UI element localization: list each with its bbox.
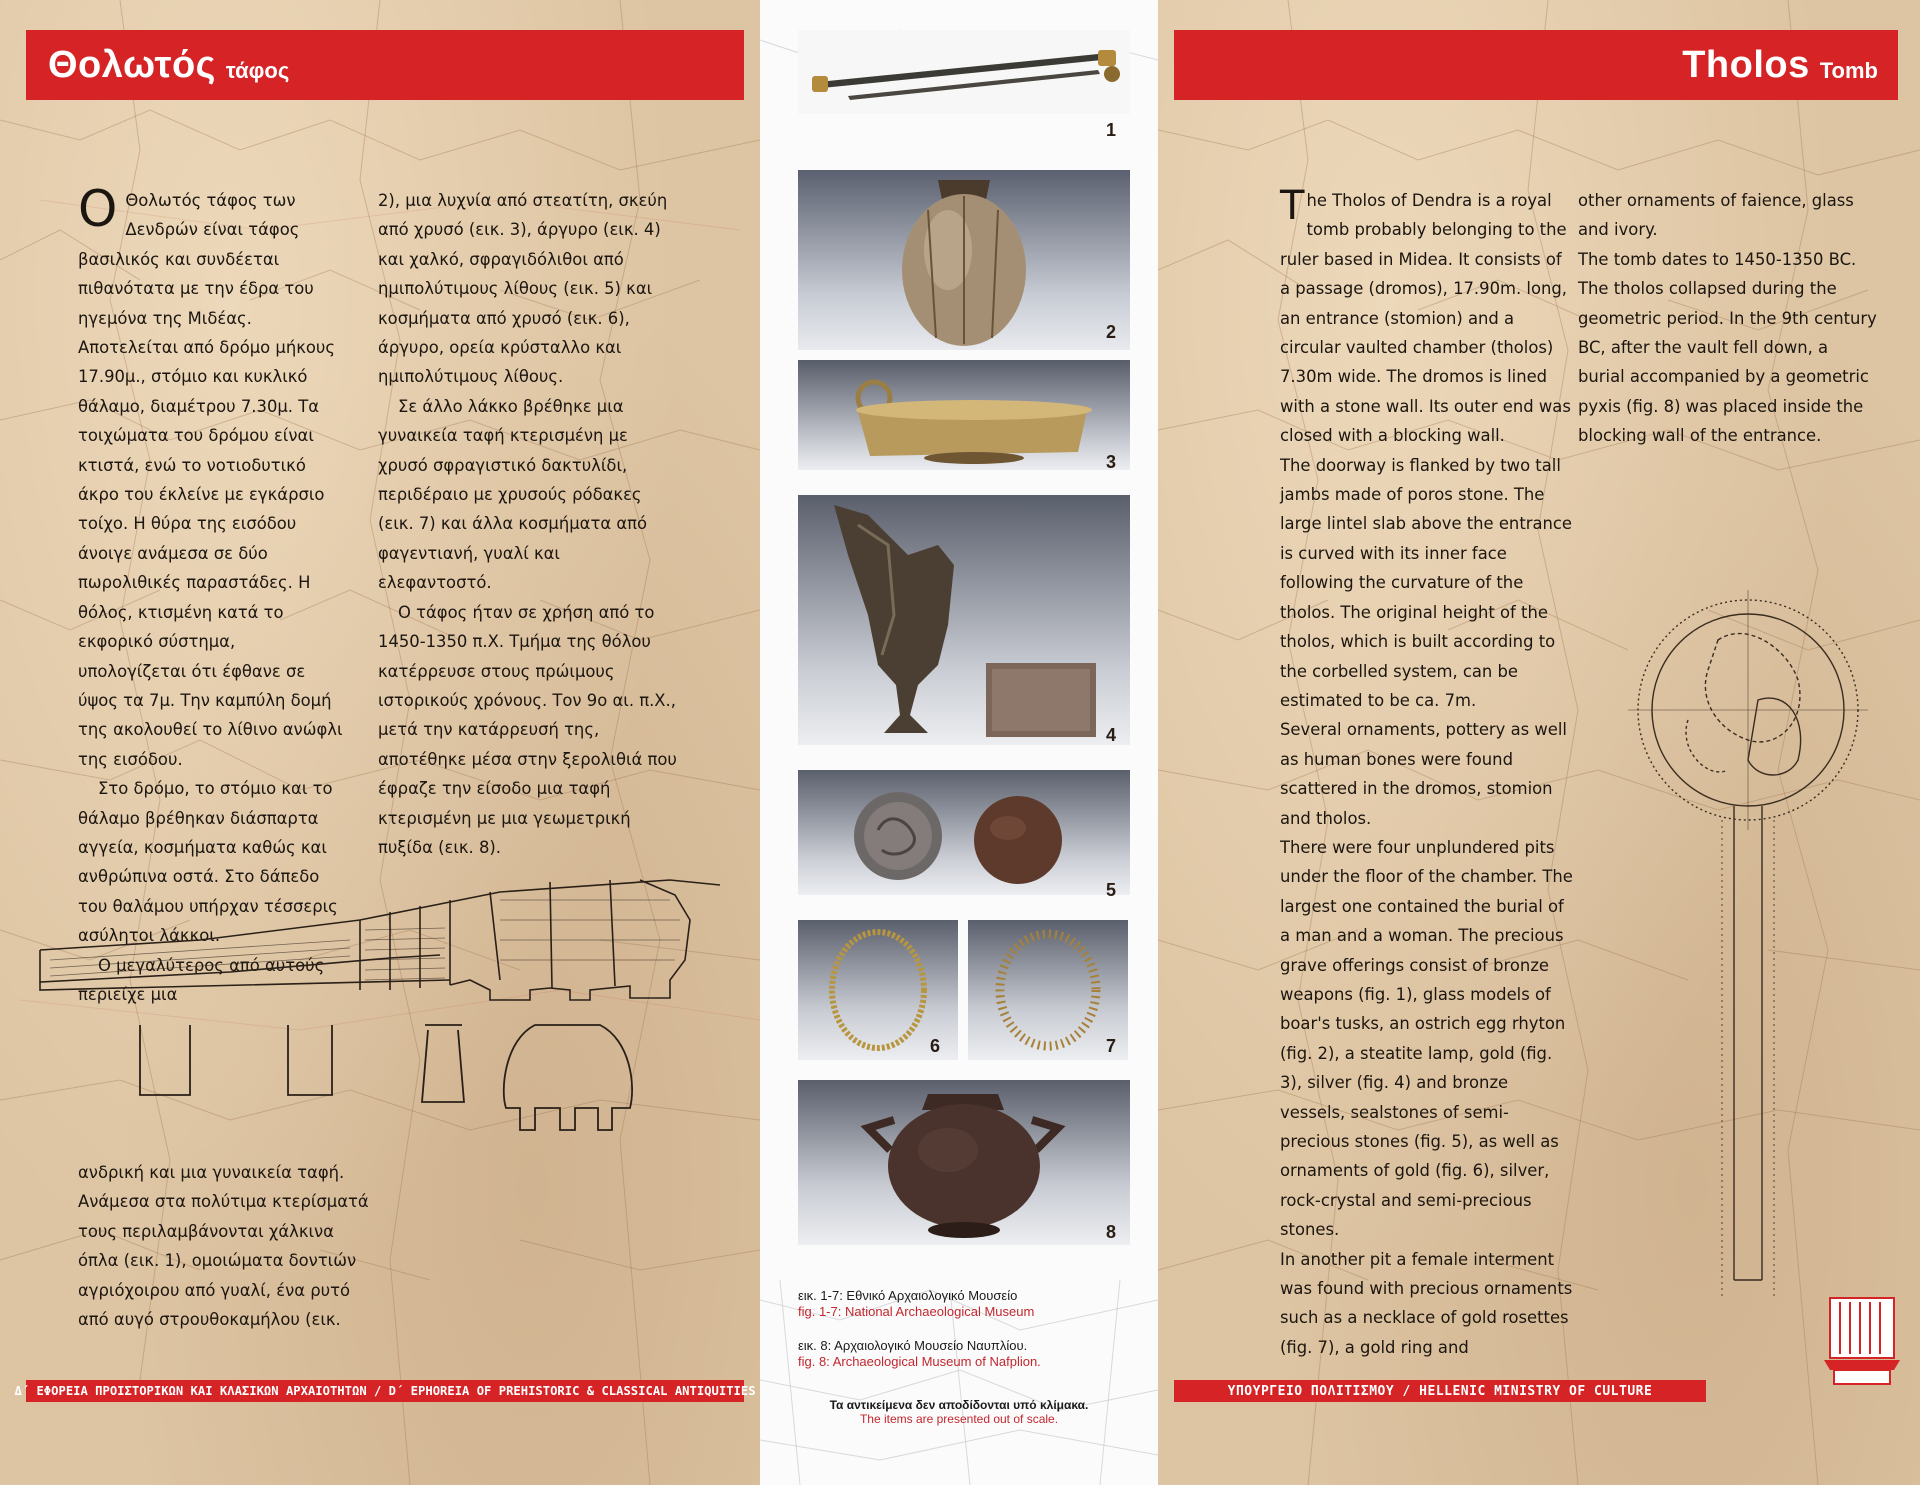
- english-footer-text: ΥΠΟΥΡΓΕΙΟ ΠΟΛΙΤΙΣΜΟΥ / HELLENIC MINISTRY OF CULTURE: [1227, 1383, 1653, 1399]
- english-paragraph-4: There were four unplundered pits under the floor of the chamber. The largest one contained the burial of a man and a woman. The precious grave offerings consist of bronze weapons (fig. 1), glass models of boar's tusks, an ostrich egg rhyton (fig. 2), a steatite lamp, gold (fig. 3), silver (fig. 4) and bronze vessels, sealstones of semi-precious stones (fig. 5), as well as ornaments of gold (fig. 6), silver, rock-crystal and semi-precious stones.: [1280, 837, 1573, 1240]
- english-panel: [1158, 0, 1920, 1485]
- greek-paragraph-4: 2), μια λυχνία από στεατίτη, σκεύη από χρυσό (εικ. 3), άργυρο (εικ. 4) και χαλκό, σφραγιδόλιθοι από ημιπολύτιμους λίθους (εικ. 5) και κοσμήματα από χρυσό (εικ. 6), άργυρο, ορεία κρύσταλλο και ημιπολύτιμους λίθους.: [378, 191, 668, 387]
- english-title-main: Tholos: [1682, 43, 1810, 86]
- figure-3-number: 3: [1106, 452, 1117, 472]
- figure-8-number: 8: [1106, 1222, 1117, 1242]
- english-column-1: [1280, 183, 1576, 1362]
- english-paragraph-6: other ornaments of faience, glass and ivory.: [1578, 191, 1854, 240]
- english-footer-bar: [1174, 1380, 1706, 1402]
- greek-footer-bar: [14, 1380, 756, 1402]
- figure-7-rosette-necklace: [968, 920, 1128, 1060]
- english-paragraph-5: In another pit a female interment was found with precious ornaments such as a necklace of gold rosettes (fig. 7), a gold ring and: [1280, 1249, 1573, 1357]
- english-paragraph-2: The doorway is flanked by two tall jambs made of poros stone. The large lintel slab above the entrance is curved with its inner face following the curvature of the tholos. The original height of the tholos, which is built according to the corbelled system, can be estimated to be ca. 7m.: [1280, 455, 1573, 710]
- greek-column-1-continued: [78, 1158, 378, 1334]
- figure-4-number: 4: [1106, 725, 1117, 745]
- greek-panel: [0, 0, 760, 1485]
- credit-fig-8-greek: εικ. 8: Αρχαιολογικό Μουσείο Ναυπλίου.: [798, 1338, 1028, 1353]
- greek-paragraph-3: Ο μεγαλύτερος από αυτούς περιείχε μια: [78, 955, 325, 1004]
- greek-column-2: [378, 186, 678, 862]
- figure-3-gold-cup: [798, 360, 1130, 470]
- greek-paragraph-1: Θολωτός τάφος των Δενδρών είναι τάφος βασιλικός και συνδέεται πιθανότατα με την έδρα του ηγεμόνα της Μιδέας. Αποτελείται από δρόμο μήκους 17.90μ., στόμιο και κυκλικό θάλαμο, διαμέτρου 7.30μ. Τα τοιχώματα του δρόμου είναι κτιστά, ενώ το νοτιοδυτικό άκρο του έκλείνε με εγκάρσιο τοίχο. Η θύρα της εισόδου άνοιγε ανάμεσα σε δύο πωρολιθικές παραστάδες. Η θόλος, κτισμένη κατά το εκφορικό σύστημα, υπολογίζεται ότι έφθανε σε ύψος τα 7μ. Την καμπύλη δομή της ακολουθεί το λίθινο ανώφλι της εισόδου.: [78, 191, 343, 769]
- greek-title-main: Θολωτός: [48, 43, 216, 86]
- figure-8-geometric-pyxis: [798, 1080, 1130, 1245]
- credit-figs-1-7-english: fig. 1-7: National Archaeological Museum: [798, 1304, 1035, 1319]
- figure-5-number: 5: [1106, 880, 1117, 900]
- greek-paragraph-6: Ο τάφος ήταν σε χρήση από το 1450-1350 π.Χ. Τμήμα της θόλου κατέρρευσε στους πρώιμους ιστορικούς χρόνους. Τον 9ο αι. π.Χ., μετά την κατάρρευσή της, αποτέθηκε μέσα στην ξερολιθιά που έφραζε την είσοδο μια ταφή κτερισμένη με μια γεωμετρική πυξίδα (εικ. 8).: [378, 602, 677, 857]
- english-title-bar: [1174, 30, 1898, 100]
- english-paragraph-1: he Tholos of Dendra is a royal tomb probably belonging to the ruler based in Midea. It consists of a passage (dromos), 17.90m. long, an entrance (stomion) and a circular vaulted chamber (tholos) 7.30m wide. The dromos is lined with a stone wall. Its outer end was closed with a blocking wall.: [1280, 191, 1571, 446]
- scale-note: [780, 1398, 1138, 1426]
- figure-1-bronze-swords: [798, 30, 1130, 114]
- tomb-section-drawing: [30, 840, 720, 1140]
- greek-footer-text: Δ΄ ΕΦΟΡΕΙΑ ΠΡΟΙΣΤΟΡΙΚΩΝ ΚΑΙ ΚΛΑΣΙΚΩΝ ΑΡΧΑΙΟΤΗΤΩΝ / D΄ EPHOREIA OF PREHISTORIC & CLASSICAL ANTIQUITIES: [14, 1384, 756, 1398]
- figure-1-number: 1: [1106, 120, 1117, 140]
- scale-note-english: The items are presented out of scale.: [859, 1412, 1059, 1426]
- greek-title-sub: τάφος: [225, 58, 290, 83]
- figure-7-number: 7: [1106, 1036, 1117, 1056]
- artifact-photo-strip: [760, 0, 1158, 1485]
- greek-title-bar: [26, 30, 744, 100]
- english-paragraph-3: Several ornaments, pottery as well as human bones were found scattered in the dromos, stomion and tholos.: [1280, 720, 1567, 828]
- credit-fig-8: [798, 1338, 1041, 1370]
- figure-5-sealstones: [798, 770, 1130, 895]
- greek-paragraph-7: ανδρική και μια γυναικεία ταφή. Ανάμεσα στα πολύτιμα κτερίσματά τους περιλαμβάνονται χάλκινα όπλα (εικ. 1), ομοιώματα δοντιών αγριόχοιρου από γυαλί, ένα ρυτό από αυγό στρουθοκαμήλου (εικ.: [78, 1163, 369, 1330]
- figure-2-ostrich-egg-rhyton: [798, 170, 1130, 350]
- credit-fig-8-english: fig. 8: Archaeological Museum of Nafplion.: [798, 1354, 1041, 1369]
- english-paragraph-7: The tomb dates to 1450-1350 BC. The tholos collapsed during the geometric period. In the 9th century BC, after the vault fell down, a burial accompanied by a geometric pyxis (fig. 8) was placed inside the blocking wall of the entrance.: [1578, 249, 1877, 446]
- credit-figs-1-7: [798, 1288, 1034, 1320]
- greek-dropcap: Ο: [78, 180, 118, 238]
- figure-6-number: 6: [930, 1036, 941, 1056]
- scale-note-greek: Τα αντικείμενα δεν αποδίδονται υπό κλίμακα.: [829, 1398, 1089, 1412]
- english-dropcap: T: [1280, 183, 1305, 229]
- credit-figs-1-7-greek: εικ. 1-7: Εθνικό Αρχαιολογικό Μουσείο: [798, 1288, 1018, 1303]
- ministry-column-logo: [1820, 1290, 1906, 1390]
- greek-paragraph-5: Σε άλλο λάκκο βρέθηκε μια γυναικεία ταφή κτερισμένη με χρυσό σφραγιστικό δακτυλίδι, περιδέραιο με χρυσούς ρόδακες (εικ. 7) και άλλα κοσμήματα από φαγεντιανή, γυαλί και ελεφαντοστό.: [378, 396, 648, 593]
- english-column-2: [1578, 186, 1878, 451]
- tomb-plan-drawing: [1598, 580, 1898, 1340]
- greek-paragraph-2: Στο δρόμο, το στόμιο και το θάλαμο βρέθηκαν διάσπαρτα αγγεία, κοσμήματα καθώς και ανθρώπινα οστά. Στο δάπεδο του θαλάμου υπήρχαν τέσσερις ασύλητοι λάκκοι.: [78, 779, 338, 946]
- figure-2-number: 2: [1106, 322, 1117, 342]
- english-title-sub: Tomb: [1819, 58, 1878, 83]
- figure-4-silver-cup: [798, 495, 1130, 745]
